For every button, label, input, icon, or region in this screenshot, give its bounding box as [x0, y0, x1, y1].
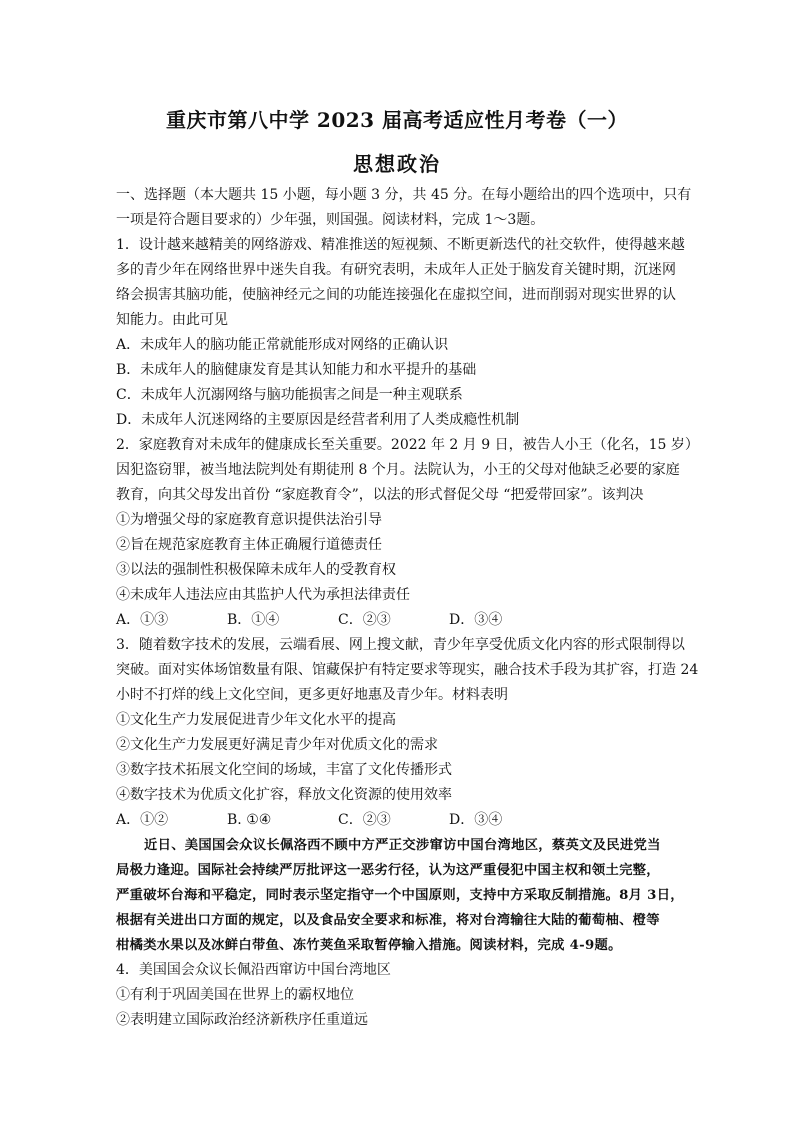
question-4-stem: 4．美国国会众议长佩沿西窜访中国台湾地区	[116, 962, 391, 978]
question-1-option-c: C．未成年人沉溺网络与脑功能损害之间是一种主观联系	[116, 387, 463, 403]
question-2-stem-line: 因犯盗窃罪，被当地法院判处有期徒刑 8 个月。法院认为，小王的父母对他缺乏必要的家庭	[116, 462, 680, 478]
question-2-statement-2: ②旨在规范家庭教育主体正确履行道德责任	[116, 537, 382, 553]
question-3-stem-line: 3．随着数字技术的发展，云端看展、网上搜文献，青少年享受优质文化内容的形式限制得以	[116, 637, 685, 653]
question-3-statement-2: ②文化生产力发展更好满足青少年对优质文化的需求	[116, 737, 438, 753]
question-1-stem-line: 多的青少年在网络世界中迷失自我。有研究表明，未成年人正处于脑发育关键时期，沉迷网	[116, 262, 676, 278]
question-1-option-d: D．未成年人沉迷网络的主要原因是经营者利用了人类成瘾性机制	[116, 412, 520, 428]
question-2-stem-line: 教育，向其父母发出首份 “家庭教育令”，以法的形式督促父母 “把爱带回家”。该判决	[116, 487, 644, 503]
question-2-choice-b: B．①④	[227, 612, 280, 628]
question-1-option-a: A．未成年人的脑功能正常就能形成对网络的正确认识	[116, 337, 449, 353]
reading-passage-line: 根据有关进出口方面的规定，以及食品安全要求和标准，将对台湾输往大陆的葡萄柚、橙等	[116, 913, 660, 928]
question-2-statement-4: ④未成年人违法应由其监护人代为承担法律责任	[116, 587, 410, 603]
question-4-statement-1: ①有利于巩固美国在世界上的霸权地位	[116, 987, 354, 1003]
section-intro-line: 一项是符合题目要求的）少年强，则国强。阅读材料，完成 1～3题。	[116, 212, 545, 228]
question-3-statement-4: ④数字技术为优质文化扩容，释放文化资源的使用效率	[116, 787, 452, 803]
reading-passage-line: 局极力逢迎。国际社会持续严厉批评这一恶劣行径，认为这严重侵犯中国主权和领土完整，	[116, 863, 660, 878]
question-3-statement-3: ③数字技术拓展文化空间的场域，丰富了文化传播形式	[116, 762, 452, 778]
section-intro-line: 一、选择题（本大题共 15 小题，每小题 3 分，共 45 分。在每小题给出的四个选项中，只有	[116, 187, 692, 203]
question-3-choice-c: C．②③	[338, 812, 391, 828]
question-3-choices	[116, 809, 502, 829]
question-1-option-b: B．未成年人的脑健康发育是其认知能力和水平提升的基础	[116, 362, 477, 378]
question-4-statement-2: ②表明建立国际政治经济新秩序任重道远	[116, 1012, 368, 1028]
question-3-choice-b: B. ①④	[227, 812, 272, 828]
question-2-statement-3: ③以法的强制性积极保障未成年人的受教育权	[116, 562, 396, 578]
question-3-stem-line: 小时不打烊的线上文化空间，更多更好地惠及青少年。材料表明	[116, 687, 508, 703]
question-2-stem-line: 2．家庭教育对未成年的健康成长至关重要。2022 年 2 月 9 日，被告人小王（化名，15 岁）	[116, 437, 699, 453]
question-2-choice-a: A．①③	[116, 612, 169, 628]
question-3-stem-line: 突破。面对实体场馆数量有限、馆藏保护有特定要求等现实，融合技术手段为其扩容，打造 24	[116, 662, 699, 678]
question-1-stem-line: 1．设计越来越精美的网络游戏、精准推送的短视频、不断更新迭代的社交软件，使得越来越	[116, 237, 685, 253]
exam-title: 重庆市第八中学 2023 届高考适应性月考卷（一）	[165, 108, 629, 132]
question-3-choice-a: A．①②	[116, 812, 169, 828]
reading-passage-line: 近日、美国国会众议长佩洛西不顾中方严正交涉窜访中国台湾地区，蔡英文及民进党当	[144, 838, 661, 853]
reading-passage-line: 严重破坏台海和平稳定，同时表示坚定指守一个中国原则，支持中方采取反制措施。8月 3日，	[116, 888, 684, 903]
subject-title: 思想政治	[353, 152, 441, 176]
question-2-choice-c: C．②③	[338, 612, 391, 628]
question-2-choices	[116, 609, 502, 629]
question-1-stem-line: 络会损害其脑功能，使脑神经元之间的功能连接强化在虚拟空间，进而削弱对现实世界的认	[116, 287, 676, 303]
question-1-stem-line: 知能力。由此可见	[116, 312, 228, 328]
question-2-statement-1: ①为增强父母的家庭教育意识提供法治引导	[116, 512, 382, 528]
question-2-choice-d: D．③④	[449, 612, 503, 628]
question-3-statement-1: ①文化生产力发展促进青少年文化水平的提高	[116, 712, 396, 728]
question-3-choice-d: D．③④	[449, 812, 503, 828]
reading-passage-line: 柑橘类水果以及冰鲜白带鱼、冻竹荚鱼采取暂停输入措施。阅读材料，完成 4-9题。	[116, 938, 622, 953]
